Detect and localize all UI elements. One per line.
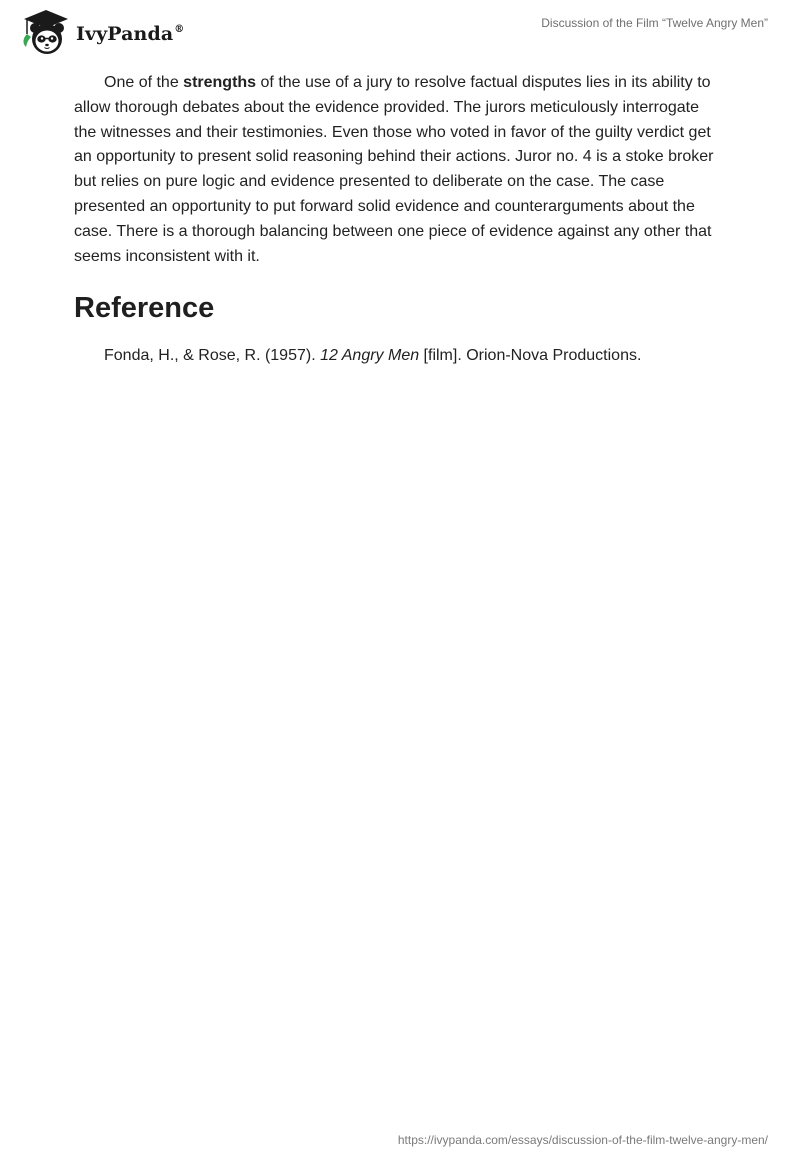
reference-title: 12 Angry Men [320,347,420,365]
logo-wordmark: IvyPanda® [76,23,185,45]
paragraph-lead-text: One of the [104,74,184,91]
document-title: Discussion of the Film “Twelve Angry Men” [541,16,768,30]
bold-term: strengths [183,74,257,91]
reference-authors-year: Fonda, H., & Rose, R. (1957). [104,347,321,365]
essay-content [74,71,724,368]
registered-mark: ® [174,23,185,35]
reference-entry [74,344,724,368]
footer-url-link[interactable]: https://ivypanda.com/essays/discussion-of-the-film-twelve-angry-men/ [397,1133,768,1147]
body-paragraph [74,71,724,269]
ivypanda-logo[interactable] [14,8,184,58]
reference-heading: Reference [74,292,215,325]
paragraph-remaining-text: of the use of a jury to resolve factual disputes lies in its ability to allow thorough debates about the evidence provided. The jurors meticulously interrogate the witnesses and their testimonies. Even those who voted in favor of the guilty verdict get an opportunity to present solid reasoning behind their actions. Juror no. 4 is a stoke broker but relies on pure logic and evidence presented to deliberate on the case. The case presented an opportunity to put forward solid evidence and counterarguments about the case. There is a thorough balancing between one piece of evidence against any other that seems inconsistent with it. [74,74,714,265]
page-header [0,0,800,64]
panda-graduate-icon [14,8,74,58]
reference-details: [film]. Orion-Nova Productions. [419,347,642,365]
